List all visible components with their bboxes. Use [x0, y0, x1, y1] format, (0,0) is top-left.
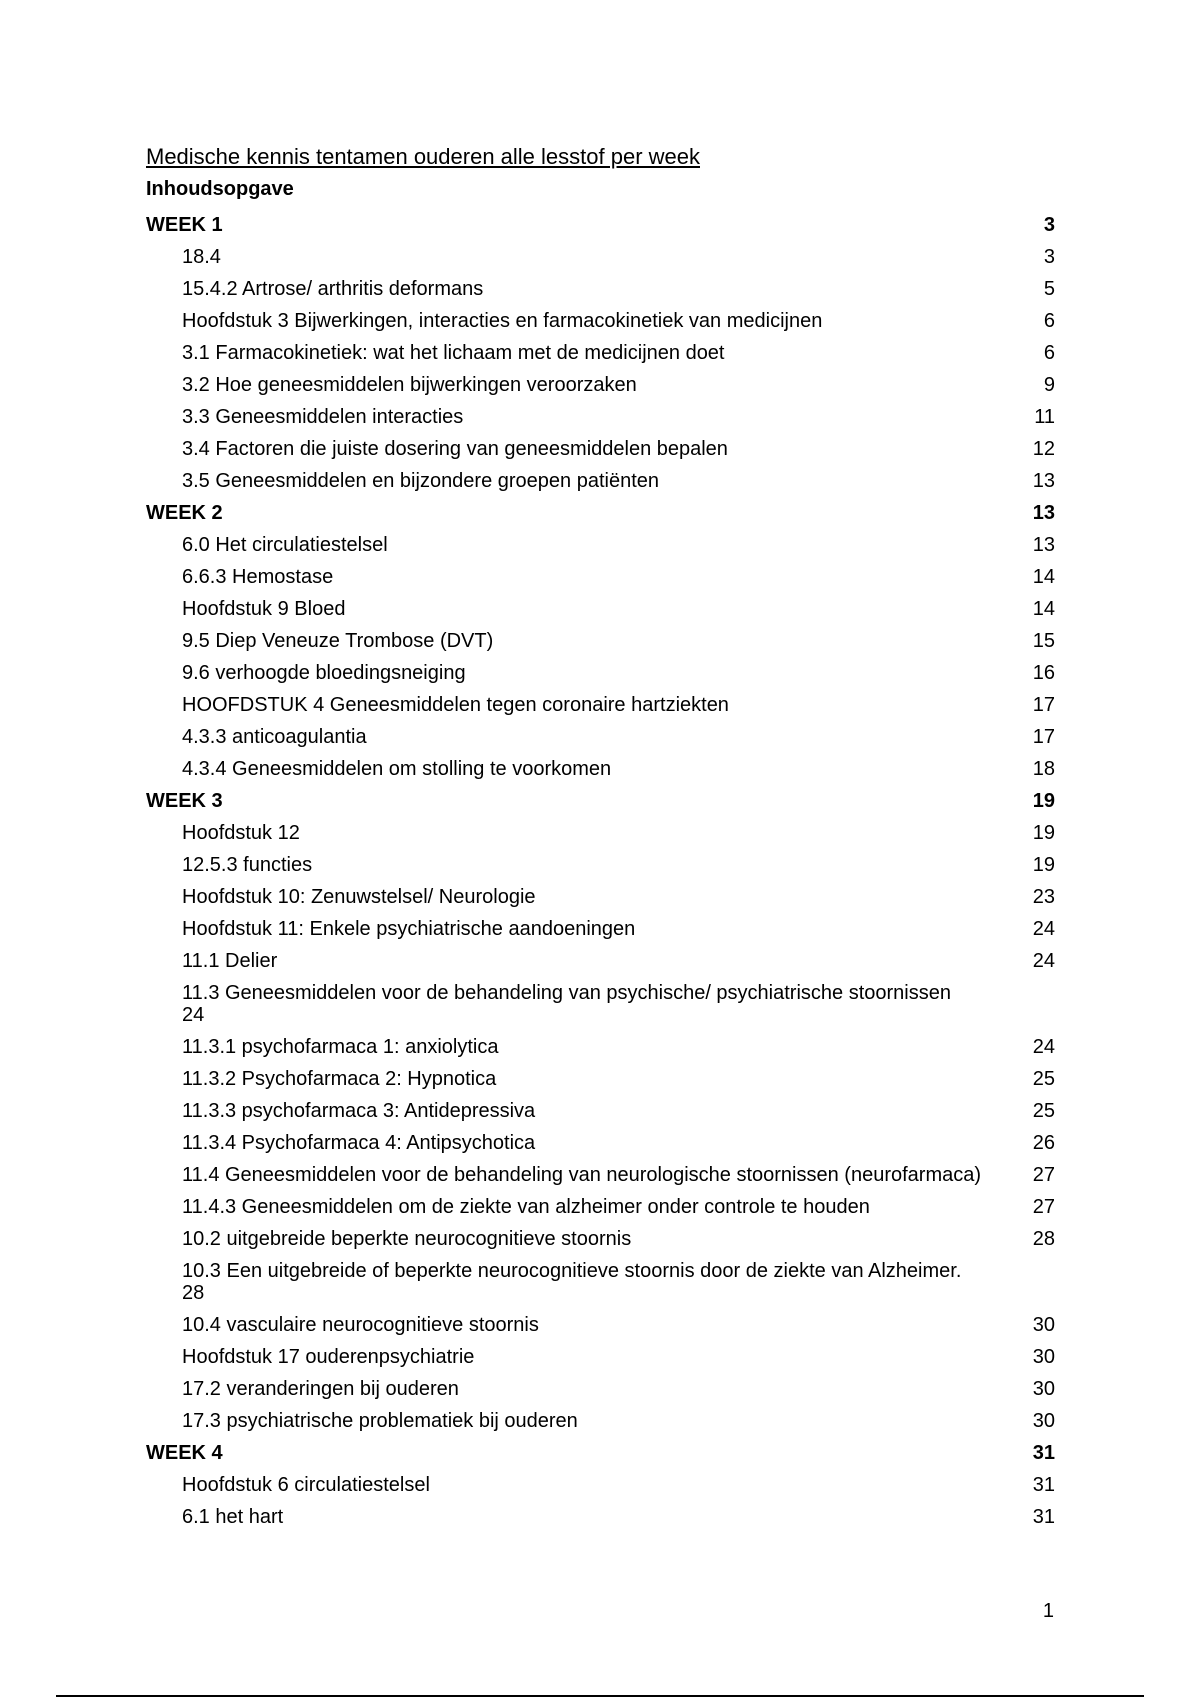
toc-entry-page: 23 [1032, 886, 1055, 908]
toc-entry-page: 31 [1032, 1506, 1055, 1528]
page-number: 1 [1042, 1600, 1054, 1622]
toc-entry-title: 11.3.1 psychofarmaca 1: anxiolytica [182, 1036, 499, 1058]
footer-divider [56, 1695, 1144, 1697]
toc-week-entry[interactable] [146, 498, 1055, 530]
toc-entry-page: 24 [1032, 1036, 1055, 1058]
toc-entry-title: HOOFDSTUK 4 Geneesmiddelen tegen coronaire hartziekten [182, 694, 729, 716]
toc-entry-title: WEEK 3 [146, 790, 223, 812]
toc-entry-title: 11.1 Delier [182, 950, 278, 972]
toc-entry-page: 6 [1043, 310, 1055, 332]
toc-entry-page: 30 [1032, 1410, 1055, 1432]
toc-entry-page: 3 [1043, 214, 1055, 236]
toc-entry-page: 28 [182, 1282, 205, 1304]
toc-entry[interactable] [146, 818, 1055, 850]
toc-entry-title: WEEK 1 [146, 214, 223, 236]
toc-entry-title: 6.1 het hart [182, 1506, 284, 1528]
toc-entry-page: 6 [1043, 342, 1055, 364]
toc-entry-page: 31 [1032, 1442, 1055, 1464]
toc-entry[interactable] [146, 594, 1055, 626]
table-of-contents [146, 210, 1055, 1534]
toc-entry-page: 30 [1032, 1314, 1055, 1336]
toc-entry[interactable] [146, 1064, 1055, 1096]
toc-entry-page: 15 [1032, 630, 1055, 652]
toc-entry-page: 16 [1032, 662, 1055, 684]
toc-entry[interactable] [146, 1374, 1055, 1406]
toc-entry-page: 28 [1032, 1228, 1055, 1250]
toc-entry[interactable] [146, 914, 1055, 946]
toc-entry[interactable] [146, 658, 1055, 690]
toc-entry[interactable] [146, 1256, 1055, 1310]
toc-entry-title: 10.3 Een uitgebreide of beperkte neurocognitieve stoornis door de ziekte van Alzheimer. [182, 1260, 962, 1282]
toc-entry-title: 3.3 Geneesmiddelen interacties [182, 406, 464, 428]
toc-entry-title: 6.0 Het circulatiestelsel [182, 534, 388, 556]
toc-entry[interactable] [146, 690, 1055, 722]
toc-entry[interactable] [146, 1470, 1055, 1502]
toc-entry[interactable] [146, 434, 1055, 466]
toc-entry-page: 13 [1032, 470, 1055, 492]
toc-entry-title: Hoofdstuk 6 circulatiestelsel [182, 1474, 430, 1496]
toc-entry[interactable] [146, 242, 1055, 274]
toc-entry-page: 14 [1032, 598, 1055, 620]
toc-entry[interactable] [146, 1192, 1055, 1224]
toc-entry-page: 18 [1032, 758, 1055, 780]
toc-entry[interactable] [146, 562, 1055, 594]
toc-entry-page: 17 [1032, 726, 1055, 748]
toc-entry-title: 18.4 [182, 246, 221, 268]
toc-entry[interactable] [146, 1224, 1055, 1256]
toc-entry[interactable] [146, 370, 1055, 402]
toc-entry-title: Hoofdstuk 11: Enkele psychiatrische aandoeningen [182, 918, 636, 940]
toc-entry[interactable] [146, 530, 1055, 562]
toc-entry[interactable] [146, 1160, 1055, 1192]
toc-entry-title: 11.3.3 psychofarmaca 3: Antidepressiva [182, 1100, 536, 1122]
toc-entry[interactable] [146, 1406, 1055, 1438]
toc-entry-title: Hoofdstuk 10: Zenuwstelsel/ Neurologie [182, 886, 536, 908]
toc-entry-page: 17 [1032, 694, 1055, 716]
toc-entry-page: 30 [1032, 1346, 1055, 1368]
toc-entry-title: 12.5.3 functies [182, 854, 313, 876]
toc-entry-page: 24 [1032, 950, 1055, 972]
toc-entry-page: 12 [1032, 438, 1055, 460]
toc-entry-title: 17.3 psychiatrische problematiek bij ouderen [182, 1410, 578, 1432]
toc-entry-page: 30 [1032, 1378, 1055, 1400]
toc-entry-title: 10.2 uitgebreide beperkte neurocognitieve stoornis [182, 1228, 632, 1250]
toc-entry-title: 4.3.3 anticoagulantia [182, 726, 367, 748]
toc-entry[interactable] [146, 882, 1055, 914]
toc-entry-title: 6.6.3 Hemostase [182, 566, 334, 588]
toc-entry[interactable] [146, 1128, 1055, 1160]
toc-entry-title: 3.2 Hoe geneesmiddelen bijwerkingen veroorzaken [182, 374, 637, 396]
toc-entry[interactable] [146, 1096, 1055, 1128]
toc-entry-page: 3 [1043, 246, 1055, 268]
toc-entry-title: 11.4.3 Geneesmiddelen om de ziekte van alzheimer onder controle te houden [182, 1196, 870, 1218]
toc-entry[interactable] [146, 850, 1055, 882]
toc-entry-page: 14 [1032, 566, 1055, 588]
toc-entry[interactable] [146, 306, 1055, 338]
toc-entry[interactable] [146, 402, 1055, 434]
document-title: Medische kennis tentamen ouderen alle lesstof per week [146, 144, 700, 169]
toc-entry-title: Hoofdstuk 12 [182, 822, 300, 844]
toc-entry-page: 11 [1034, 406, 1055, 428]
toc-entry-title: 3.1 Farmacokinetiek: wat het lichaam met de medicijnen doet [182, 342, 725, 364]
toc-entry[interactable] [146, 1502, 1055, 1534]
toc-entry-page: 27 [1032, 1196, 1055, 1218]
toc-entry-title: WEEK 2 [146, 502, 223, 524]
toc-entry[interactable] [146, 1342, 1055, 1374]
toc-entry-page: 24 [1032, 918, 1055, 940]
toc-entry-title: 9.6 verhoogde bloedingsneiging [182, 662, 466, 684]
toc-week-entry[interactable] [146, 1438, 1055, 1470]
toc-entry[interactable] [146, 626, 1055, 658]
toc-entry-title: 3.4 Factoren die juiste dosering van geneesmiddelen bepalen [182, 438, 728, 460]
toc-entry-page: 5 [1043, 278, 1055, 300]
toc-entry-title: 11.3.2 Psychofarmaca 2: Hypnotica [182, 1068, 497, 1090]
toc-entry-title: 9.5 Diep Veneuze Trombose (DVT) [182, 630, 494, 652]
toc-entry[interactable] [146, 722, 1055, 754]
toc-entry-title: Hoofdstuk 17 ouderenpsychiatrie [182, 1346, 475, 1368]
toc-entry-title: Hoofdstuk 9 Bloed [182, 598, 346, 620]
toc-entry-page: 31 [1032, 1474, 1055, 1496]
toc-entry[interactable] [146, 274, 1055, 306]
toc-entry-page: 9 [1043, 374, 1055, 396]
toc-entry-title: WEEK 4 [146, 1442, 223, 1464]
toc-entry-title: 17.2 veranderingen bij ouderen [182, 1378, 459, 1400]
toc-entry-title: 4.3.4 Geneesmiddelen om stolling te voorkomen [182, 758, 612, 780]
toc-entry-page: 25 [1032, 1100, 1055, 1122]
toc-entry-title: 11.3 Geneesmiddelen voor de behandeling van psychische/ psychiatrische stoornissen [182, 982, 951, 1004]
toc-entry-title: 11.3.4 Psychofarmaca 4: Antipsychotica [182, 1132, 536, 1154]
toc-week-entry[interactable] [146, 786, 1055, 818]
toc-entry[interactable] [146, 754, 1055, 786]
toc-entry[interactable] [146, 338, 1055, 370]
toc-entry-page: 19 [1032, 854, 1055, 876]
toc-entry-title: Hoofdstuk 3 Bijwerkingen, interacties en farmacokinetiek van medicijnen [182, 310, 823, 332]
toc-entry-page: 24 [182, 1004, 205, 1026]
toc-heading: Inhoudsopgave [146, 178, 294, 200]
toc-entry-page: 13 [1032, 502, 1055, 524]
toc-entry-page: 26 [1032, 1132, 1055, 1154]
toc-entry-page: 19 [1032, 790, 1055, 812]
toc-entry-page: 25 [1032, 1068, 1055, 1090]
toc-entry[interactable] [146, 466, 1055, 498]
toc-entry[interactable] [146, 1310, 1055, 1342]
toc-week-entry[interactable] [146, 210, 1055, 242]
toc-entry[interactable] [146, 946, 1055, 978]
toc-entry-page: 19 [1032, 822, 1055, 844]
toc-entry-page: 27 [1032, 1164, 1055, 1186]
toc-entry-page: 13 [1032, 534, 1055, 556]
toc-entry-title: 10.4 vasculaire neurocognitieve stoornis [182, 1314, 539, 1336]
toc-entry-title: 3.5 Geneesmiddelen en bijzondere groepen patiënten [182, 470, 660, 492]
toc-entry-title: 11.4 Geneesmiddelen voor de behandeling van neurologische stoornissen (neurofarmaca) [182, 1164, 982, 1186]
toc-entry[interactable] [146, 978, 1055, 1032]
toc-entry-title: 15.4.2 Artrose/ arthritis deformans [182, 278, 484, 300]
toc-entry[interactable] [146, 1032, 1055, 1064]
